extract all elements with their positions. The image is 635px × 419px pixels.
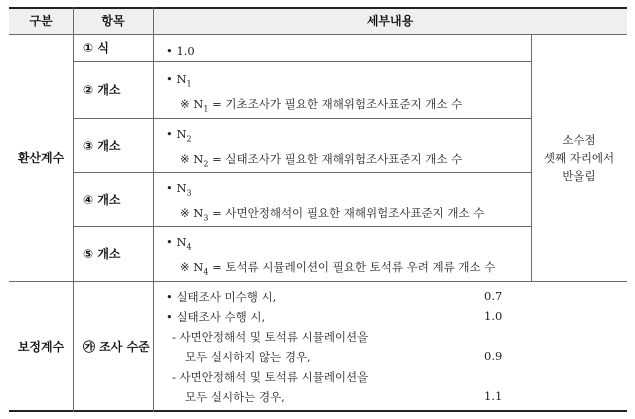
detail-n4-note: ※ $N_4$ = 토석류 시뮬레이션이 필요한 토석류 우려 계류 개소 수 xyxy=(180,260,496,277)
item-survey-level: ㉮ 조사 수준 xyxy=(83,340,150,354)
header-item: 항목 xyxy=(101,14,125,28)
section-correction-factor: 보정계수 xyxy=(17,340,65,354)
correction-line: - 사면안정해석 및 토석류 시뮬레이션을 xyxy=(172,330,369,344)
rounding-line: 반올림 xyxy=(562,168,596,183)
detail-n2: • $N_2$ xyxy=(166,127,192,144)
header-details: 세부내용 xyxy=(366,14,414,28)
table xyxy=(9,7,627,412)
header-category: 구분 xyxy=(29,14,53,28)
rounding-line: 소수점 xyxy=(562,132,596,147)
header-divider xyxy=(9,34,627,35)
table-border-top xyxy=(9,7,627,9)
rounding-note xyxy=(531,34,627,281)
row-divider xyxy=(73,226,531,227)
detail-n1: • $N_1$ xyxy=(166,72,192,89)
rounding-line: 셋째 자리에서 xyxy=(543,150,615,165)
column-divider xyxy=(73,7,74,412)
correction-value: 0.7 xyxy=(484,289,503,303)
detail-n3-note: ※ $N_3$ = 사면안정해석이 필요한 재해위험조사표준지 개소 수 xyxy=(180,206,485,223)
correction-value: 1.1 xyxy=(484,389,503,403)
column-divider xyxy=(153,7,154,412)
table-border-bottom xyxy=(9,410,627,412)
row-divider xyxy=(73,172,531,173)
correction-line: 모두 실시하지 않는 경우, xyxy=(185,350,311,364)
item-count-2: ② 개소 xyxy=(83,83,121,97)
row-divider xyxy=(73,118,531,119)
section-divider xyxy=(9,281,627,282)
detail-n1-note: ※ $N_1$ = 기초조사가 필요한 재해위험조사표준지 개소 수 xyxy=(180,97,463,114)
correction-line: - 사면안정해석 및 토석류 시뮬레이션을 xyxy=(172,370,369,384)
item-count-5: ⑤ 개소 xyxy=(83,247,121,261)
detail-n2-note: ※ $N_2$ = 실태조사가 필요한 재해위험조사표준지 개소 수 xyxy=(180,152,463,169)
correction-value: 1.0 xyxy=(484,309,503,323)
correction-line: 모두 실시하는 경우, xyxy=(185,390,285,404)
detail-n4: • $N_4$ xyxy=(166,235,192,252)
section-conversion-factor: 환산계수 xyxy=(17,151,65,165)
item-count-3: ③ 개소 xyxy=(83,138,121,153)
correction-line: • 실태조사 미수행 시, xyxy=(166,290,277,304)
item-count-4: ④ 개소 xyxy=(83,192,121,207)
detail-n3: • $N_3$ xyxy=(166,181,192,198)
correction-value: 0.9 xyxy=(484,349,503,363)
column-divider xyxy=(531,34,532,281)
row-divider xyxy=(73,61,531,62)
item-formula: ① 식 xyxy=(83,41,109,55)
detail-formula-value: • 1.0 xyxy=(166,44,195,58)
correction-line: • 실태조사 수행 시, xyxy=(166,310,266,324)
